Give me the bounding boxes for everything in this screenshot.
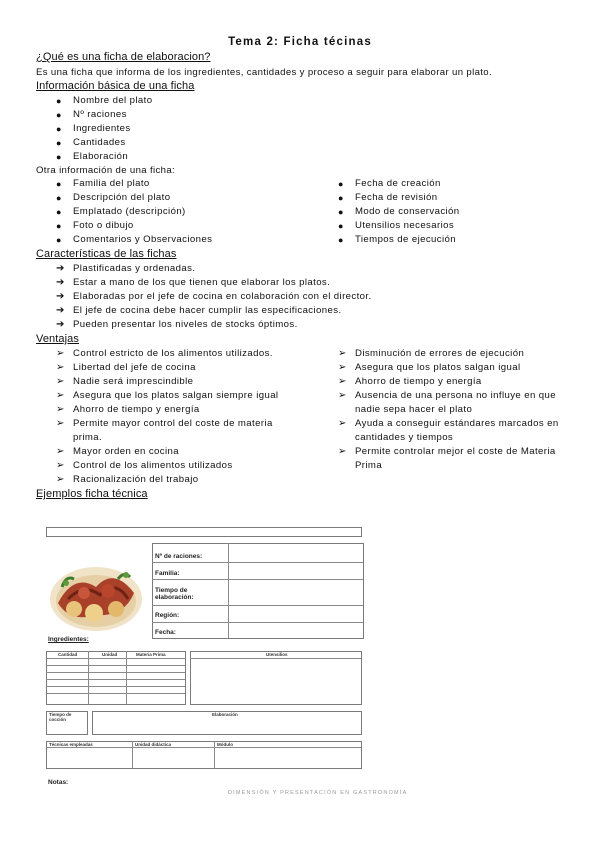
heading-info-basica: Información básica de una ficha: [36, 80, 195, 92]
arrowhead-icon: ➢: [56, 348, 65, 359]
list-item: ➢ Mayor orden en cocina: [56, 446, 179, 457]
bullet-icon: ●: [338, 193, 344, 203]
list-item: ● Tiempos de ejecución: [338, 234, 456, 245]
arrow-right-icon: ➔: [56, 277, 65, 288]
arrowhead-icon: ➢: [56, 460, 65, 471]
definition-text: Es una ficha que informa de los ingredientes, cantidades y proceso a seguir para elaborar un plato.: [36, 67, 492, 78]
list-item: ● Fecha de revisión: [338, 192, 438, 203]
list-item: ● Descripción del plato: [56, 192, 171, 203]
document-title: Tema 2: Ficha técinas: [228, 36, 372, 48]
list-item: ● Foto o dibujo: [56, 220, 134, 231]
list-item: ● Modo de conservación: [338, 206, 460, 217]
arrowhead-icon: ➢: [56, 474, 65, 485]
ingredients-table: [46, 651, 186, 705]
list-item: ➢ Ahorro de tiempo y energía: [56, 404, 200, 415]
table-row-line: [46, 686, 185, 687]
tecnicas-label: Técnicas empleadas: [49, 742, 93, 747]
dish-photo: [44, 543, 148, 639]
bullet-icon: ●: [56, 207, 62, 217]
info-basica-list: [56, 94, 152, 164]
table-row-line: [46, 672, 185, 673]
list-item: ● Familia del plato: [56, 178, 150, 189]
tiempo-coccion-label: Tiempo de cocción: [49, 712, 72, 722]
field-familia: Familia:: [155, 570, 180, 577]
otra-info-intro: Otra información de una ficha:: [36, 165, 176, 176]
ventajas-left-list: [56, 347, 296, 487]
otra-info-right-list: [338, 177, 460, 247]
list-item: ➔ Elaboradas por el jefe de cocina en colaboración con el director.: [56, 291, 372, 302]
list-item: ➔ Pueden presentar los niveles de stocks óptimos.: [56, 319, 298, 330]
list-item: ➢ Ayuda a conseguir estándares marcados en cantidades y tiempos: [338, 418, 559, 443]
list-item: ● Cantidades: [56, 137, 126, 148]
col-unidad: Unidad: [102, 652, 118, 657]
caracteristicas-list: [56, 262, 372, 332]
bullet-icon: ●: [56, 96, 62, 106]
table-row-line: [46, 679, 185, 680]
bullet-icon: ●: [338, 179, 344, 189]
ficha-footer-text: DIMENSIÓN Y PRESENTACIÓN EN GASTRONOMÍA: [228, 790, 408, 796]
heading-caracteristicas: Características de las fichas: [36, 248, 177, 260]
list-item: ➢ Control de los alimentos utilizados: [56, 460, 233, 471]
bullet-icon: ●: [56, 221, 62, 231]
col-cantidad: Cantidad: [58, 652, 78, 657]
info-grid-row-line: [152, 605, 363, 606]
bottom-info-box: [46, 741, 362, 769]
list-item: ● Elaboración: [56, 151, 129, 162]
list-item: ● Nombre del plato: [56, 95, 153, 106]
list-item: ➢ Libertad del jefe de cocina: [56, 362, 196, 373]
list-item: ➢ Nadie será imprescindible: [56, 376, 194, 387]
arrowhead-icon: ➢: [56, 418, 65, 429]
list-item: ➢ Permite controlar mejor el coste de Materia Prima: [338, 446, 556, 471]
info-grid-row-line: [152, 622, 363, 623]
bullet-icon: ●: [56, 193, 62, 203]
info-grid-row-line: [152, 579, 363, 580]
list-item: ➢ Permite mayor control del coste de materia prima.: [56, 418, 273, 443]
arrowhead-icon: ➢: [56, 446, 65, 457]
heading-ventajas: Ventajas: [36, 333, 80, 345]
list-item: ● Nº raciones: [56, 109, 127, 120]
modulo-label: Módulo: [217, 742, 233, 747]
heading-que-es: ¿Qué es una ficha de elaboracion?: [36, 51, 211, 63]
bullet-icon: ●: [338, 221, 344, 231]
notas-label: Notas:: [48, 779, 69, 786]
ingredientes-label: Ingredientes:: [48, 636, 89, 643]
arrow-right-icon: ➔: [56, 319, 65, 330]
bottom-col-line: [132, 741, 133, 768]
bottom-header-line: [46, 747, 361, 748]
field-region: Región:: [155, 612, 180, 619]
list-item: ➢ Racionalización del trabajo: [56, 474, 199, 485]
list-item: ➢ Disminución de errores de ejecución: [338, 348, 525, 359]
list-item: ● Utensilios necesarios: [338, 220, 455, 231]
list-item: ➔ El jefe de cocina debe hacer cumplir las especificaciones.: [56, 305, 342, 316]
table-row-line: [46, 693, 185, 694]
arrowhead-icon: ➢: [56, 404, 65, 415]
list-item: ➔ Estar a mano de los que tienen que elaborar los platos.: [56, 277, 331, 288]
dish-photo-image: [44, 543, 148, 639]
list-item: ➔ Plastificadas y ordenadas.: [56, 263, 196, 274]
field-tiempo: Tiempo de elaboración:: [155, 587, 194, 601]
arrowhead-icon: ➢: [338, 390, 347, 401]
list-item: ● Ingredientes: [56, 123, 131, 134]
heading-ejemplos: Ejemplos ficha técnica: [36, 488, 148, 500]
table-row-line: [46, 665, 185, 666]
list-item: ➢ Control estricto de los alimentos utilizados.: [56, 348, 273, 359]
bullet-icon: ●: [56, 179, 62, 189]
bullet-icon: ●: [338, 207, 344, 217]
field-fecha: Fecha:: [155, 629, 176, 636]
table-row-line: [46, 658, 185, 659]
bullet-icon: ●: [56, 235, 62, 245]
bullet-icon: ●: [56, 110, 62, 120]
list-item: ➢ Asegura que los platos salgan igual: [338, 362, 521, 373]
arrow-right-icon: ➔: [56, 263, 65, 274]
utensilios-box: [190, 651, 362, 705]
ficha-tecnica-example: [44, 523, 364, 793]
arrowhead-icon: ➢: [338, 446, 347, 457]
bullet-icon: ●: [56, 138, 62, 148]
list-item: ➢ Ahorro de tiempo y energía: [338, 376, 482, 387]
arrowhead-icon: ➢: [338, 348, 347, 359]
bottom-col-line: [214, 741, 215, 768]
list-item: ● Emplatado (descripción): [56, 206, 186, 217]
field-raciones: Nº de raciones:: [155, 553, 203, 560]
arrow-right-icon: ➔: [56, 305, 65, 316]
bullet-icon: ●: [56, 152, 62, 162]
arrow-right-icon: ➔: [56, 291, 65, 302]
bullet-icon: ●: [56, 124, 62, 134]
col-materia: Materia Prima: [136, 652, 166, 657]
list-item: ➢ Asegura que los platos salgan siempre igual: [56, 390, 279, 401]
ficha-title-bar: [46, 527, 362, 537]
unidad-didactica-label: Unidad didáctica: [135, 742, 172, 747]
arrowhead-icon: ➢: [338, 418, 347, 429]
otra-info-left-list: [56, 177, 212, 247]
info-grid-row-line: [152, 562, 363, 563]
utensilios-label: Utensilios: [266, 652, 288, 657]
arrowhead-icon: ➢: [338, 362, 347, 373]
arrowhead-icon: ➢: [56, 376, 65, 387]
info-grid-divider: [228, 543, 229, 638]
list-item: ● Fecha de creación: [338, 178, 441, 189]
list-item: ➢ Ausencia de una persona no influye en que nadie sepa hacer el plato: [338, 390, 556, 415]
ventajas-right-list: [338, 347, 570, 473]
list-item: ● Comentarios y Observaciones: [56, 234, 213, 245]
arrowhead-icon: ➢: [56, 362, 65, 373]
elaboracion-label: Elaboración: [212, 712, 238, 717]
bullet-icon: ●: [338, 235, 344, 245]
utensilios-header-line: [190, 658, 361, 659]
arrowhead-icon: ➢: [338, 376, 347, 387]
arrowhead-icon: ➢: [56, 390, 65, 401]
